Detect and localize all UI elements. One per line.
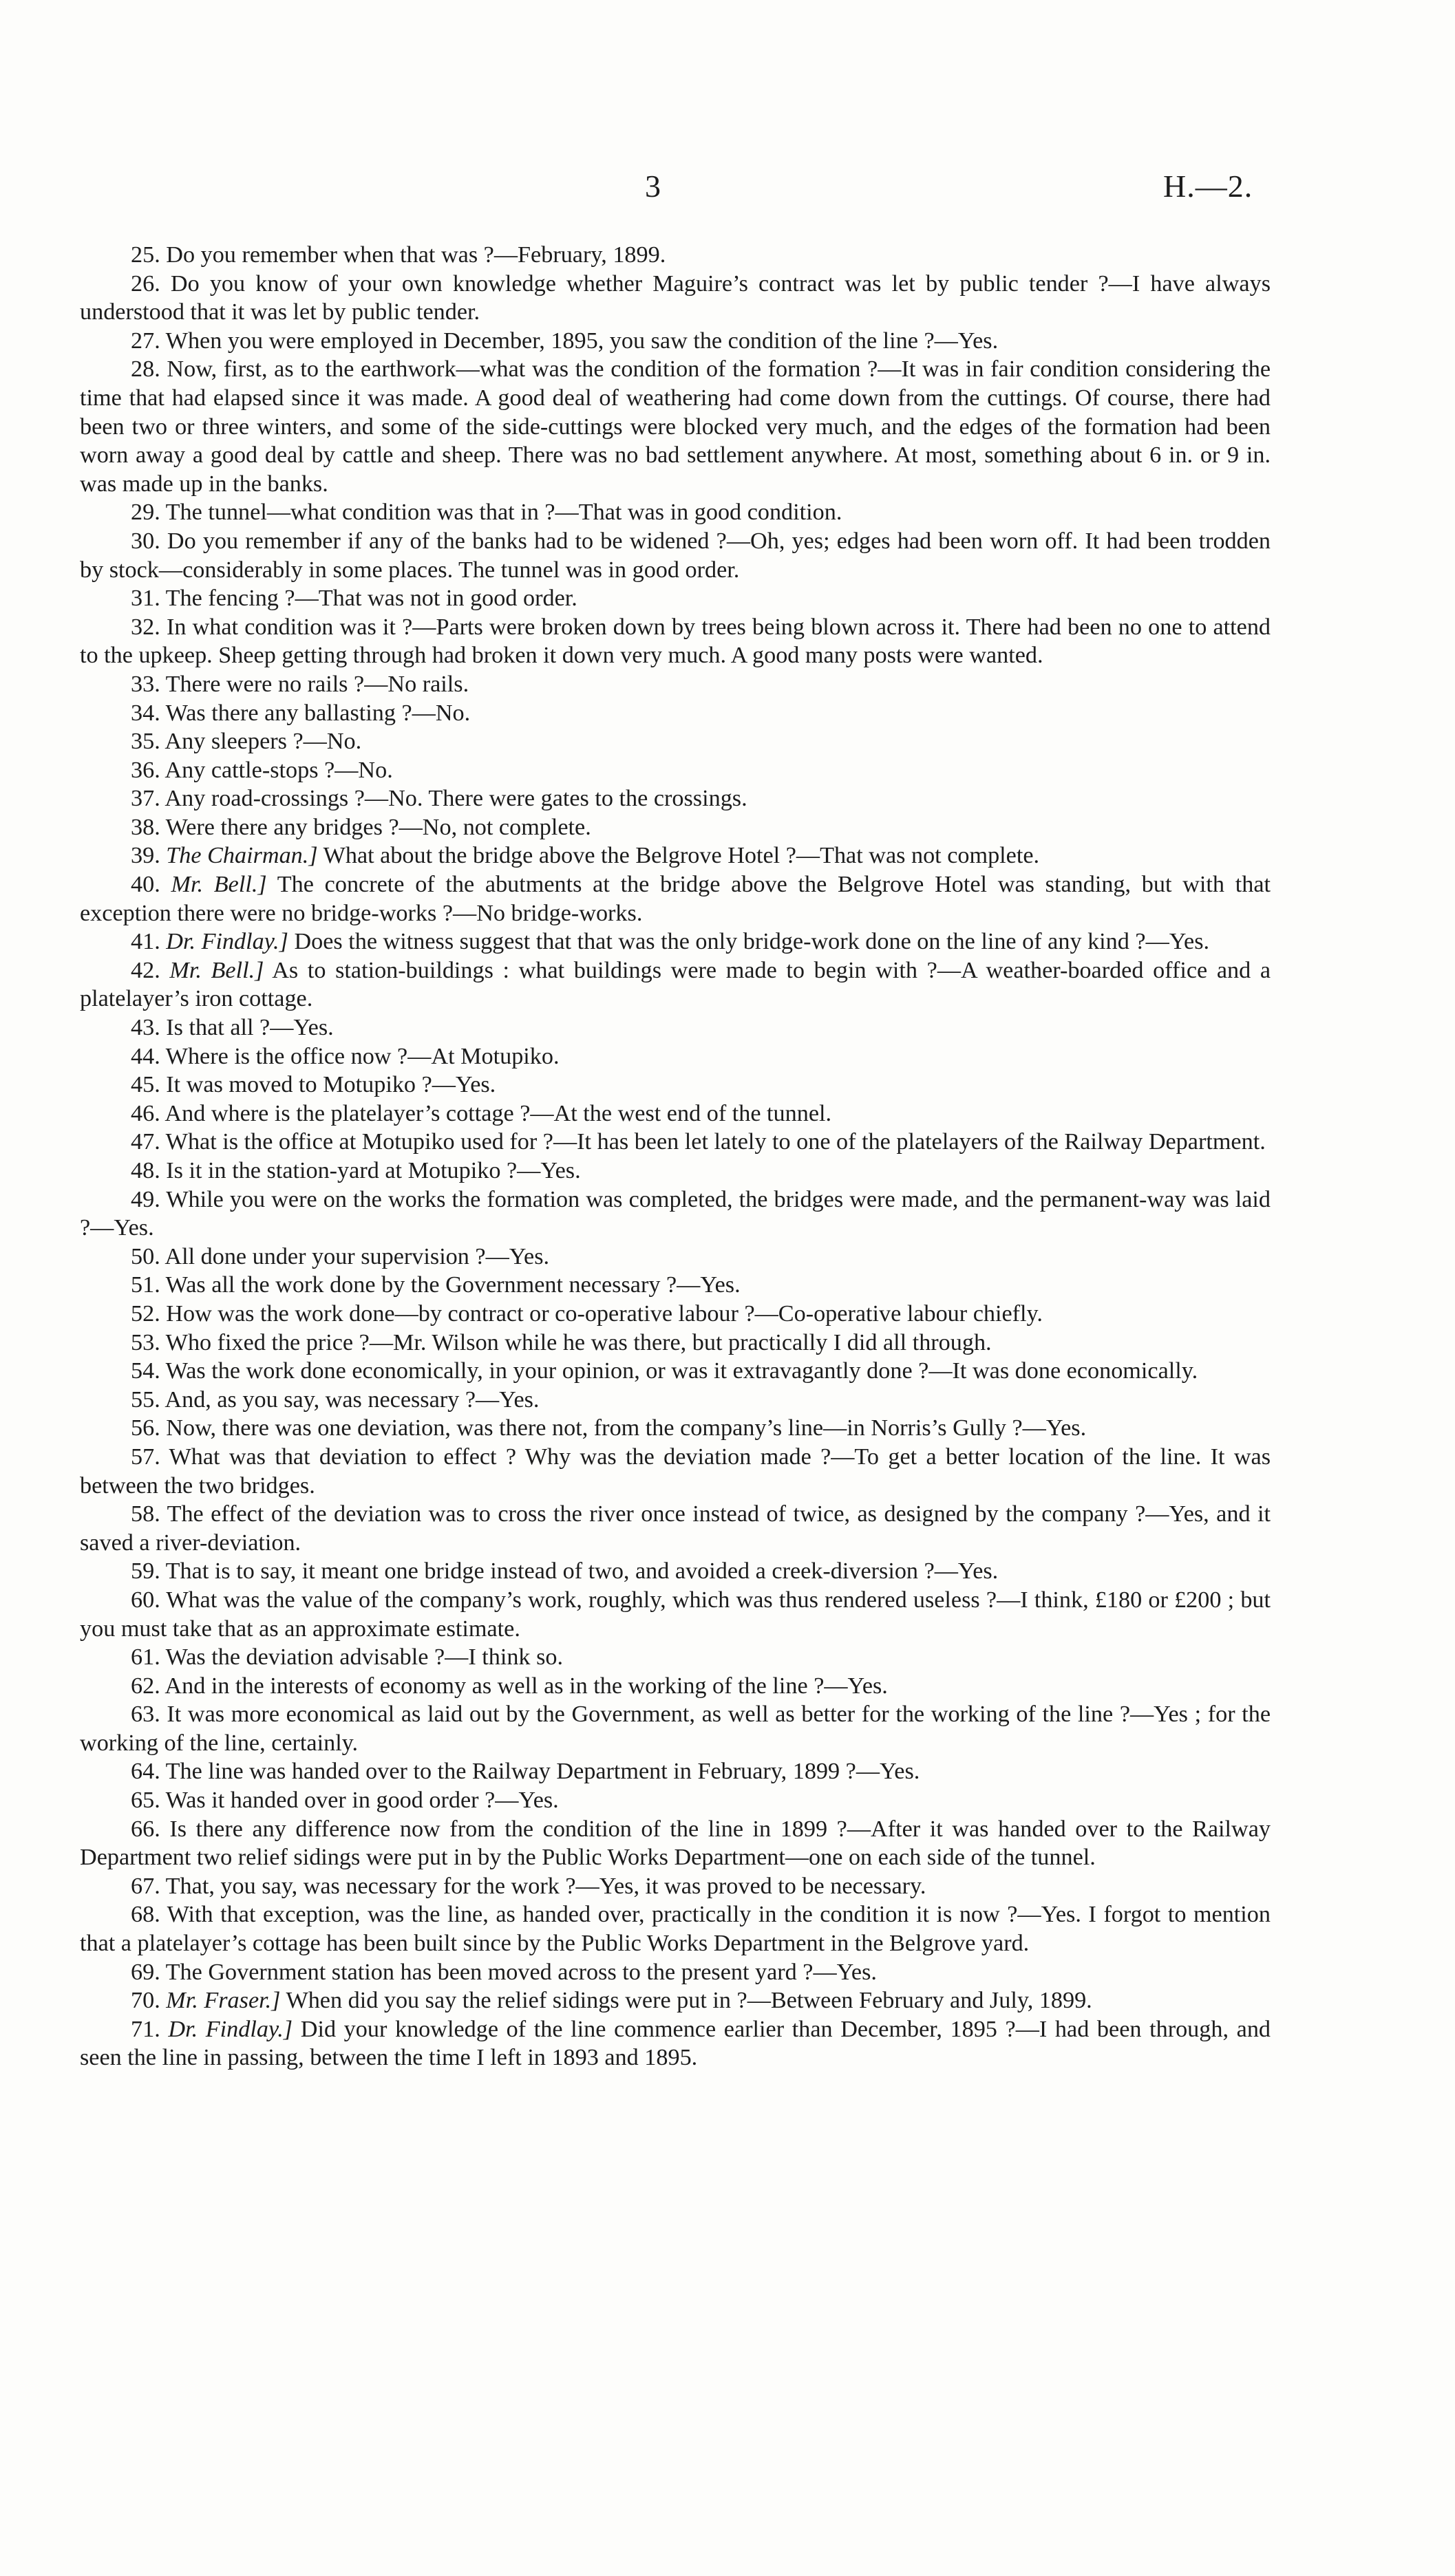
question-paragraph [80, 1872, 1271, 1901]
question-paragraph [80, 1300, 1271, 1329]
question-number: 37. [131, 786, 160, 812]
question-paragraph [80, 355, 1271, 498]
speaker-label: Mr. Fraser.] [166, 1988, 281, 2014]
question-answer-text: Do you know of your own knowledge whether Maguire’s contract was let by public tender ?—I have always understood that it was let by public tender. [80, 270, 1271, 325]
question-number: 45. [131, 1072, 160, 1098]
question-paragraph [80, 1329, 1271, 1357]
question-answer-text: The line was handed over to the Railway Department in February, 1899 ?—Yes. [165, 1759, 920, 1785]
question-answer-text: While you were on the works the formation was completed, the bridges were made, and the permanent-way was laid ?—Yes. [80, 1186, 1271, 1241]
question-answer-text: That, you say, was necessary for the work ?—Yes, it was proved to be necessary. [165, 1873, 926, 1899]
question-answer-text: When did you say the relief sidings were put in ?—Between February and July, 1899. [286, 1988, 1092, 2014]
question-paragraph [80, 270, 1271, 327]
speaker-label: Mr. Bell.] [169, 957, 264, 983]
question-number: 33. [131, 671, 160, 697]
question-paragraph [80, 1185, 1271, 1243]
question-number: 26. [131, 270, 160, 297]
question-paragraph [80, 1757, 1271, 1786]
question-answer-text: Do you remember if any of the banks had to be widened ?—Oh, yes; edges had been worn off. It had been trodden by stock—considerably in some places. The tunnel was in good order. [80, 528, 1271, 583]
question-answer-text: And where is the platelayer’s cottage ?—At the west end of the tunnel. [164, 1100, 832, 1126]
question-number: 64. [131, 1759, 160, 1785]
question-number: 31. [131, 586, 160, 612]
question-paragraph [80, 1414, 1271, 1443]
question-number: 54. [131, 1358, 160, 1384]
question-answer-text: Do you remember when that was ?—February, 1899. [166, 242, 666, 268]
question-number: 40. [131, 872, 160, 898]
question-paragraph [80, 1900, 1271, 1957]
question-answer-text: Was the deviation advisable ?—I think so. [165, 1644, 564, 1671]
question-number: 49. [131, 1186, 160, 1212]
question-number: 32. [131, 614, 160, 640]
question-answer-text: Where is the office now ?—At Motupiko. [165, 1043, 560, 1069]
question-answer-text: The Government station has been moved across to the present yard ?—Yes. [165, 1959, 877, 1985]
question-paragraph [80, 2015, 1271, 2072]
question-number: 39. [131, 843, 160, 869]
question-paragraph [80, 1271, 1271, 1300]
question-number: 57. [131, 1443, 160, 1470]
question-number: 43. [131, 1015, 160, 1041]
question-paragraph [80, 956, 1271, 1013]
document-reference: H.—2. [1163, 169, 1253, 204]
question-answer-text: The fencing ?—That was not in good order. [165, 586, 577, 612]
question-paragraph [80, 1958, 1271, 1987]
question-answer-text: Was the work done economically, in your opinion, or was it extravagantly done ?—It was done economically. [165, 1358, 1198, 1384]
question-number: 59. [131, 1558, 160, 1585]
question-answer-text: Any road-crossings ?—No. There were gates to the crossings. [164, 786, 747, 812]
speaker-label: Dr. Findlay.] [168, 2016, 293, 2042]
question-number: 47. [131, 1129, 160, 1155]
question-answer-text: The concrete of the abutments at the bridge above the Belgrove Hotel was standing, but with that exception there were no bridge-works ?—No bridge-works. [80, 872, 1271, 926]
question-paragraph [80, 1128, 1271, 1157]
question-number: 48. [131, 1158, 160, 1183]
question-number: 67. [131, 1873, 160, 1899]
question-number: 66. [131, 1816, 160, 1842]
question-answer-text: What was that deviation to effect ? Why was the deviation made ?—To get a better location of the line. It was between the two bridges. [80, 1443, 1271, 1499]
question-paragraph [80, 1099, 1271, 1128]
question-answer-text: Was all the work done by the Government necessary ?—Yes. [165, 1272, 741, 1298]
question-answer-text: Were there any bridges ?—No, not complete. [165, 814, 591, 840]
question-paragraph [80, 584, 1271, 613]
question-answer-text: With that exception, was the line, as handed over, practically in the condition it is now ?—Yes. I forgot to mention that a platelayer’s cottage has been built since by the Public Works Department in the Belgrove yard. [80, 1902, 1271, 1957]
question-paragraph [80, 699, 1271, 728]
question-number: 71. [131, 2016, 160, 2042]
question-answer-text: Was it handed over in good order ?—Yes. [165, 1788, 559, 1814]
question-answer-text: What was the value of the company’s work, roughly, which was thus rendered useless ?—I think, £180 or £200 ; but you must take that as an approximate estimate. [80, 1587, 1271, 1642]
question-number: 30. [131, 528, 160, 554]
question-answer-text: When you were employed in December, 1895, you saw the condition of the line ?—Yes. [165, 328, 999, 354]
question-number: 56. [131, 1415, 160, 1441]
question-answer-text: Now, there was one deviation, was there not, from the company’s line—in Norris’s Gully ?—Yes. [166, 1415, 1087, 1441]
question-number: 63. [131, 1702, 160, 1728]
question-number: 38. [131, 814, 160, 840]
question-paragraph [80, 1586, 1271, 1643]
question-number: 34. [131, 700, 160, 726]
question-answer-text: What is the office at Motupiko used for ?—It has been let lately to one of the platelayers of the Railway Department. [165, 1129, 1266, 1155]
question-paragraph [80, 670, 1271, 699]
question-number: 65. [131, 1788, 160, 1814]
question-answer-text: As to station-buildings : what buildings were made to begin with ?—A weather-boarded office and a platelayer’s iron cottage. [80, 957, 1271, 1012]
question-answer-text: Is that all ?—Yes. [166, 1015, 334, 1041]
question-paragraph [80, 527, 1271, 584]
question-answer-text: Who fixed the price ?—Mr. Wilson while he was there, but practically I did all through. [165, 1329, 992, 1355]
question-answer-text: And, as you say, was necessary ?—Yes. [164, 1386, 540, 1413]
question-paragraph [80, 1357, 1271, 1386]
speaker-label: Mr. Bell.] [171, 872, 267, 898]
question-number: 35. [131, 729, 160, 755]
testimony-body [80, 241, 1271, 2072]
question-paragraph [80, 241, 1271, 270]
question-number: 58. [131, 1501, 160, 1527]
question-number: 29. [131, 500, 160, 526]
question-paragraph [80, 1443, 1271, 1500]
question-number: 46. [131, 1100, 160, 1126]
question-answer-text: The tunnel—what condition was that in ?—That was in good condition. [165, 500, 842, 526]
question-paragraph [80, 1042, 1271, 1071]
question-number: 68. [131, 1902, 160, 1928]
question-number: 70. [131, 1988, 160, 2014]
question-paragraph [80, 1013, 1271, 1042]
question-answer-text: Any sleepers ?—No. [164, 729, 362, 755]
question-answer-text: All done under your supervision ?—Yes. [164, 1243, 550, 1269]
question-paragraph [80, 870, 1271, 927]
question-number: 50. [131, 1243, 160, 1269]
question-paragraph [80, 727, 1271, 756]
question-answer-text: Does the witness suggest that that was the only bridge-work done on the line of any kind ?—Yes. [294, 929, 1210, 955]
question-number: 62. [131, 1673, 160, 1699]
question-number: 55. [131, 1386, 160, 1413]
question-answer-text: Now, first, as to the earthwork—what was the condition of the formation ?—It was in fair condition considering the time that had elapsed since it was made. A good deal of weathering had come down from the cuttings. Of course, there had been two or three winters, and some of the side-cuttings were blocked very much, and the edges of the formation had been worn away a good deal by cattle and sheep. There was no bad settlement anywhere. At most, something about 6 in. or 9 in. was made up in the banks. [80, 356, 1271, 497]
question-number: 61. [131, 1644, 160, 1671]
question-paragraph [80, 327, 1271, 356]
question-number: 52. [131, 1300, 160, 1327]
question-answer-text: Was there any ballasting ?—No. [165, 700, 471, 726]
question-paragraph [80, 498, 1271, 527]
question-paragraph [80, 813, 1271, 842]
question-paragraph [80, 784, 1271, 813]
question-paragraph [80, 1672, 1271, 1701]
question-answer-text: Any cattle-stops ?—No. [164, 757, 393, 783]
question-paragraph [80, 841, 1271, 870]
question-paragraph [80, 1243, 1271, 1271]
question-answer-text: Is it in the station-yard at Motupiko ?—Yes. [166, 1158, 581, 1183]
question-paragraph [80, 1157, 1271, 1185]
question-number: 36. [131, 757, 160, 783]
question-paragraph [80, 1643, 1271, 1672]
question-paragraph [80, 1557, 1271, 1586]
question-number: 60. [131, 1587, 160, 1613]
question-answer-text: That is to say, it meant one bridge instead of two, and avoided a creek-diversion ?—Yes. [165, 1558, 999, 1585]
question-number: 25. [131, 242, 160, 268]
question-answer-text: And in the interests of economy as well as in the working of the line ?—Yes. [164, 1673, 888, 1699]
question-answer-text: Is there any difference now from the condition of the line in 1899 ?—After it was handed over to the Railway Department two relief sidings were put in by the Public Works Department—one on each side of the tunnel. [80, 1816, 1271, 1871]
question-number: 41. [131, 929, 160, 955]
question-paragraph [80, 1500, 1271, 1557]
question-paragraph [80, 1700, 1271, 1757]
question-number: 69. [131, 1959, 160, 1985]
page-number: 3 [645, 169, 661, 204]
speaker-label: Dr. Findlay.] [166, 929, 288, 955]
speaker-label: The Chairman.] [166, 843, 318, 869]
question-number: 42. [131, 957, 160, 983]
question-paragraph [80, 613, 1271, 670]
question-answer-text: What about the bridge above the Belgrove Hotel ?—That was not complete. [323, 843, 1040, 869]
question-answer-text: There were no rails ?—No rails. [165, 671, 469, 697]
question-paragraph [80, 1986, 1271, 2015]
question-answer-text: How was the work done—by contract or co-operative labour ?—Co-operative labour chiefly. [166, 1300, 1043, 1327]
question-answer-text: It was more economical as laid out by the Government, as well as better for the working of the line ?—Yes ; for the working of the line, certainly. [80, 1702, 1271, 1756]
question-answer-text: In what condition was it ?—Parts were broken down by trees being blown across it. There had been no one to attend to the upkeep. Sheep getting through had broken it down very much. A good many posts were wanted. [80, 614, 1271, 669]
question-number: 53. [131, 1329, 160, 1355]
question-paragraph [80, 1815, 1271, 1872]
question-paragraph [80, 1386, 1271, 1415]
question-answer-text: It was moved to Motupiko ?—Yes. [166, 1072, 496, 1098]
question-number: 28. [131, 356, 160, 383]
question-paragraph [80, 756, 1271, 785]
question-paragraph [80, 927, 1271, 956]
question-paragraph [80, 1071, 1271, 1099]
question-number: 51. [131, 1272, 160, 1298]
question-answer-text: Did your knowledge of the line commence earlier than December, 1895 ?—I had been through, and seen the line in passing, between the time I left in 1893 and 1895. [80, 2016, 1271, 2071]
question-answer-text: The effect of the deviation was to cross the river once instead of twice, as designed by the company ?—Yes, and it saved a river-deviation. [80, 1501, 1271, 1556]
question-number: 27. [131, 328, 160, 354]
question-number: 44. [131, 1043, 160, 1069]
question-paragraph [80, 1786, 1271, 1815]
